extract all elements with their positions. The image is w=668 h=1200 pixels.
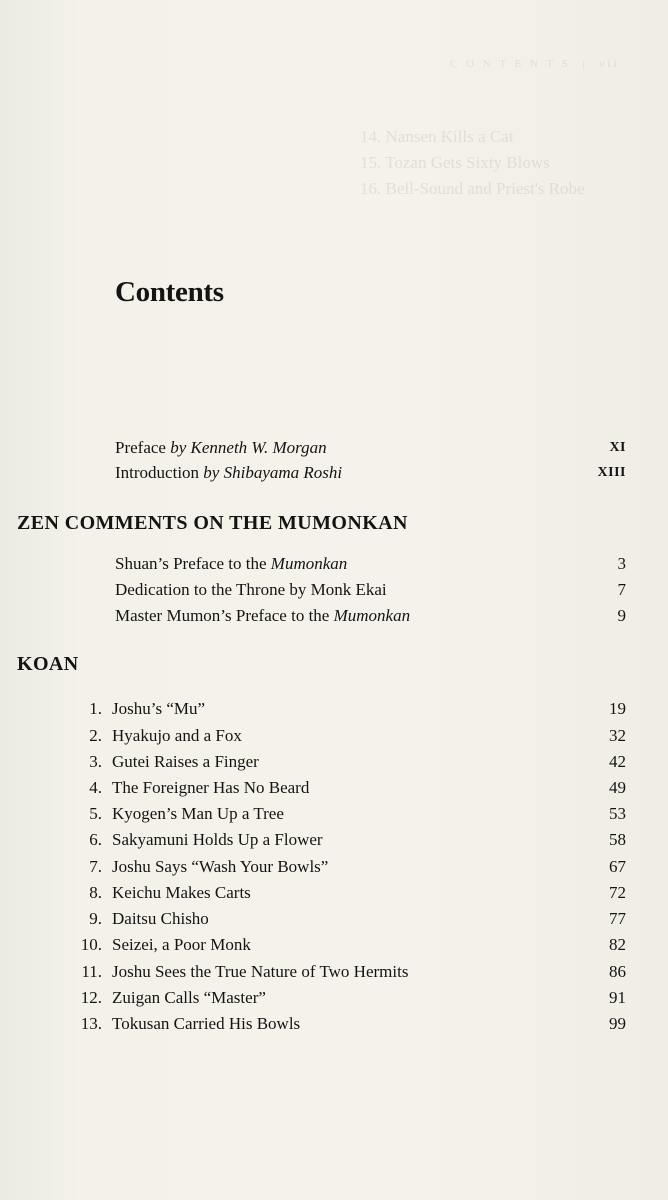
toc-entry	[0, 828, 626, 852]
page-number: XIII	[597, 465, 626, 480]
section-heading: KOAN	[17, 653, 79, 675]
page-number: 19	[609, 699, 626, 718]
toc-entry-preface: Preface by Kenneth W. Morgan XI	[115, 436, 626, 460]
koan-number: 2.	[89, 726, 102, 745]
toc-entry	[0, 933, 626, 957]
page-number: 49	[609, 778, 626, 797]
toc-entry	[0, 960, 626, 984]
koan-title: Sakyamuni Holds Up a Flower	[112, 830, 323, 849]
show-through-text: 15. Tozan Gets Sixty Blows	[360, 153, 550, 172]
page-number: 91	[609, 988, 626, 1007]
koan-title: The Foreigner Has No Beard	[112, 778, 310, 797]
koan-title: Hyakujo and a Fox	[112, 726, 242, 745]
toc-entry: Shuan’s Preface to the Mumonkan 3	[115, 552, 626, 576]
toc-entry	[0, 750, 626, 774]
page-number: 99	[609, 1014, 626, 1033]
page-number: 42	[609, 752, 626, 771]
koan-title: Tokusan Carried His Bowls	[112, 1014, 301, 1033]
koan-number: 13.	[80, 1014, 102, 1033]
page-number: 7	[617, 580, 626, 599]
page-number: 9	[617, 606, 626, 625]
koan-number: 1.	[89, 699, 102, 718]
toc-entry: Master Mumon’s Preface to the Mumonkan 9	[115, 604, 626, 628]
page-number: 86	[609, 962, 626, 981]
toc-entry	[0, 907, 626, 931]
page-title: Contents	[115, 276, 224, 308]
toc-entry	[0, 776, 626, 800]
toc-entry	[0, 881, 626, 905]
page-number: 3	[617, 554, 626, 573]
koan-title: Joshu Sees the True Nature of Two Hermits	[112, 962, 409, 981]
koan-title: Gutei Raises a Finger	[112, 752, 259, 771]
show-through-text: 16. Bell-Sound and Priest's Robe	[360, 179, 585, 198]
koan-number: 12.	[80, 988, 102, 1007]
koan-number: 9.	[89, 909, 102, 928]
page-number: 32	[609, 726, 626, 745]
section-heading: ZEN COMMENTS ON THE MUMONKAN	[17, 512, 408, 534]
koan-title: Keichu Makes Carts	[112, 883, 251, 902]
show-through-text: C O N T E N T S | vii	[450, 58, 620, 70]
koan-number: 3.	[89, 752, 102, 771]
page-number: 77	[609, 909, 626, 928]
koan-title: Zuigan Calls “Master”	[112, 988, 266, 1007]
koan-number: 11.	[81, 962, 102, 981]
page-number: 72	[609, 883, 626, 902]
koan-title: Kyogen’s Man Up a Tree	[112, 804, 284, 823]
page-number: 53	[609, 804, 626, 823]
koan-title: Daitsu Chisho	[112, 909, 209, 928]
koan-number: 6.	[89, 830, 102, 849]
page-number: 82	[609, 935, 626, 954]
toc-entry-introduction: Introduction by Shibayama Roshi XIII	[115, 461, 626, 485]
koan-title: Joshu Says “Wash Your Bowls”	[112, 857, 329, 876]
toc-entry	[0, 855, 626, 879]
koan-title: Seizei, a Poor Monk	[112, 935, 251, 954]
koan-number: 7.	[89, 857, 102, 876]
show-through-text: 14. Nansen Kills a Cat	[360, 127, 514, 146]
koan-number: 10.	[80, 935, 102, 954]
koan-number: 4.	[89, 778, 102, 797]
toc-entry	[0, 802, 626, 826]
toc-entry	[0, 697, 626, 721]
koan-title: Joshu’s “Mu”	[112, 699, 206, 718]
koan-number: 5.	[89, 804, 102, 823]
toc-entry	[0, 724, 626, 748]
koan-number: 8.	[89, 883, 102, 902]
page-number: XI	[609, 440, 626, 455]
toc-entry	[0, 1012, 626, 1036]
toc-entry	[0, 986, 626, 1010]
page-number: 67	[609, 857, 626, 876]
page-number: 58	[609, 830, 626, 849]
toc-entry: Dedication to the Throne by Monk Ekai 7	[115, 578, 626, 602]
